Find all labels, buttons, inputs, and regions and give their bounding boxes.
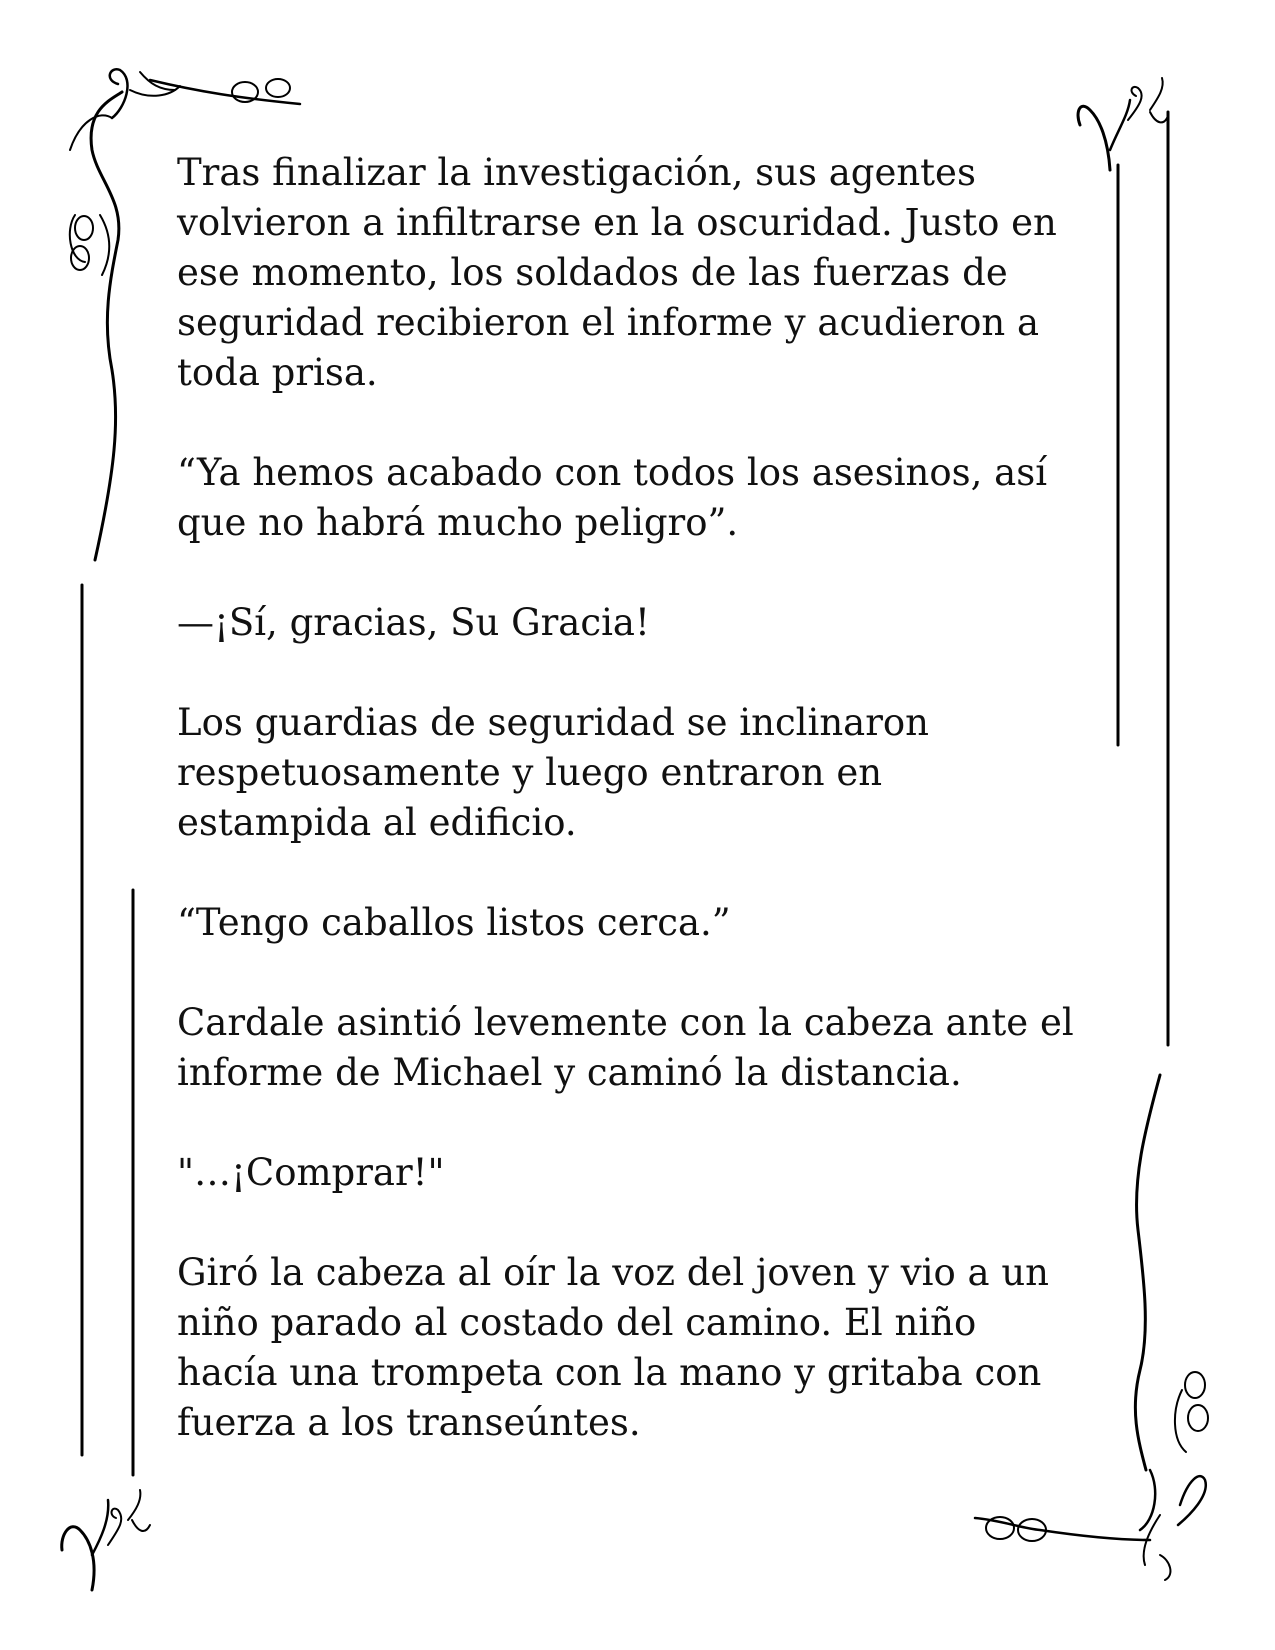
body-text <box>177 148 1097 1448</box>
paragraph-3 <box>177 598 1097 648</box>
paragraph-1 <box>177 148 1097 398</box>
text-line: niño parado al costado del camino. El niño <box>177 1301 977 1344</box>
text-line: toda prisa. <box>177 351 378 394</box>
paragraph-4 <box>177 698 1097 848</box>
paragraph-7 <box>177 1148 1097 1198</box>
flourish-bottom-left-icon <box>62 1490 150 1590</box>
text-line: “Tengo caballos listos cerca.” <box>177 901 731 944</box>
text-line: Los guardias de seguridad se inclinaron <box>177 701 930 744</box>
text-line: Tras finalizar la investigación, sus agentes <box>177 151 976 194</box>
text-line: “Ya hemos acabado con todos los asesinos, así <box>177 451 1048 494</box>
text-line: seguridad recibieron el informe y acudieron a <box>177 301 1040 344</box>
text-line: "…¡Comprar!" <box>177 1151 445 1194</box>
text-line: ese momento, los soldados de las fuerzas de <box>177 251 1008 294</box>
text-line: informe de Michael y caminó la distancia. <box>177 1051 962 1094</box>
text-line: fuerza a los transeúntes. <box>177 1401 641 1444</box>
text-line: volvieron a infiltrarse en la oscuridad. Justo en <box>177 201 1057 244</box>
text-line: —¡Sí, gracias, Su Gracia! <box>177 601 650 644</box>
text-line: Giró la cabeza al oír la voz del joven y vio a un <box>177 1251 1049 1294</box>
text-line: hacía una trompeta con la mano y gritaba con <box>177 1351 1042 1394</box>
text-line: Cardale asintió levemente con la cabeza ante el <box>177 1001 1074 1044</box>
text-line: estampida al edificio. <box>177 801 577 844</box>
text-line: respetuosamente y luego entraron en <box>177 751 883 794</box>
paragraph-5 <box>177 898 1097 948</box>
paragraph-6 <box>177 998 1097 1098</box>
paragraph-2 <box>177 448 1097 548</box>
text-line: que no habrá mucho peligro”. <box>177 501 739 544</box>
paragraph-8 <box>177 1248 1097 1448</box>
